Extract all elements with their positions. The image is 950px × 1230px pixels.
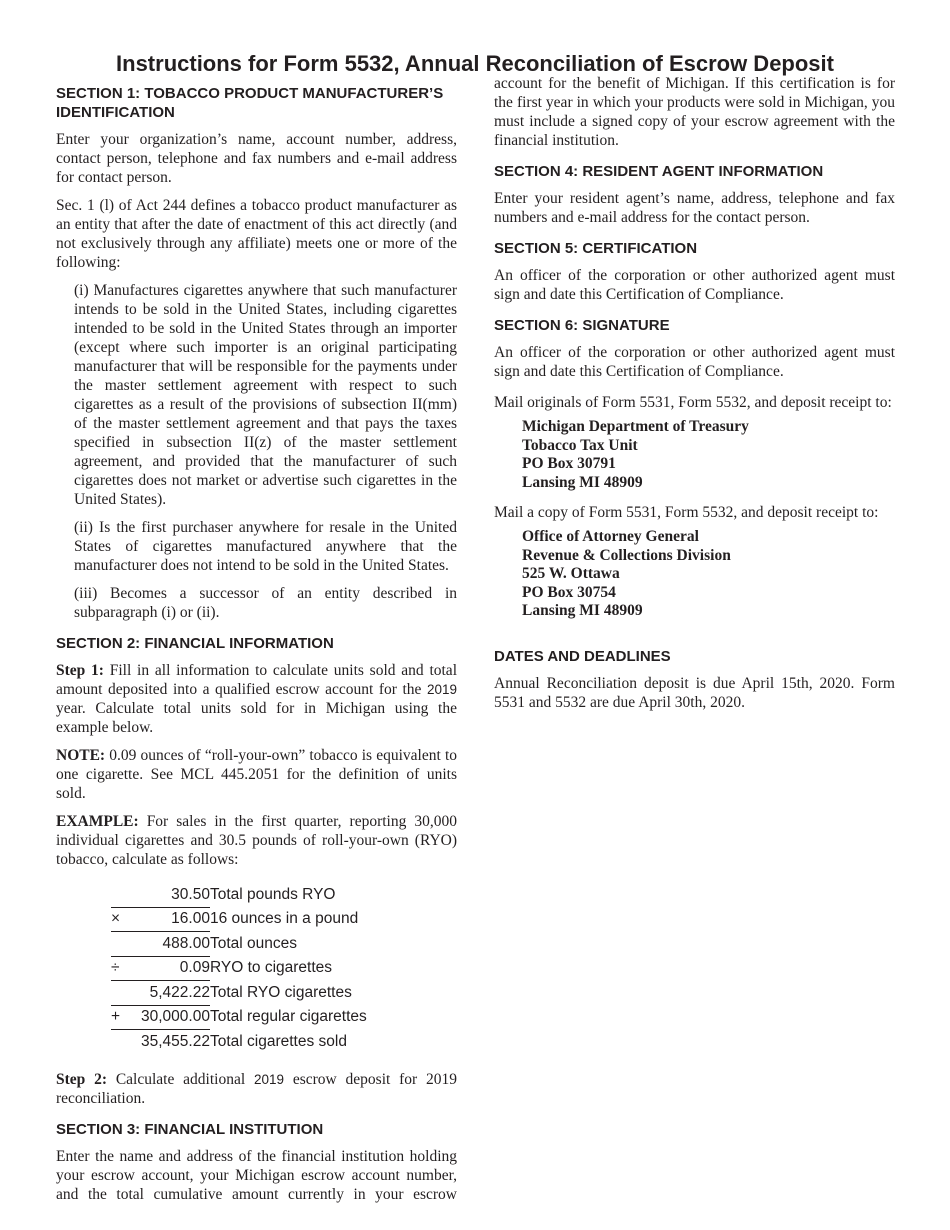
page-title: Instructions for Form 5532, Annual Reconciliation of Escrow Deposit [116, 51, 834, 76]
calc-operator: + [111, 1005, 141, 1030]
address-line: 525 W. Ottawa [522, 565, 620, 582]
calc-value: 16.00 [141, 907, 210, 932]
deadlines-heading: DATES AND DEADLINES [494, 647, 671, 665]
step2-year: 2019 [253, 1071, 285, 1087]
calc-operator [111, 1030, 141, 1054]
calc-operator [111, 883, 141, 907]
calc-value: 30.50 [141, 883, 210, 907]
calc-label: Total regular cigarettes [209, 1008, 367, 1026]
calc-row [111, 907, 367, 932]
right-column [494, 74, 895, 721]
step1-text-a: Fill in all information to calculate units sold and total amount deposited into a qualified escrow account for the [56, 662, 457, 698]
section2-example [56, 812, 457, 869]
section1-heading: SECTION 1: TOBACCO PRODUCT MANUFACTURER’S IDENTIFICATION [56, 85, 444, 121]
address-line: PO Box 30754 [522, 583, 616, 601]
address-line: Revenue & Collections Division [522, 546, 731, 564]
calc-operator: ÷ [111, 956, 141, 981]
step2-text-a: Calculate additional [115, 1070, 246, 1088]
section1-item-2: (ii) Is the first purchaser anywhere for resale in the United States of cigarettes manufactured anywhere that the manufacturer does not intend to be sold in the United States. [74, 519, 457, 574]
calc-row [111, 883, 367, 907]
section1-item-3: (iii) Becomes a successor of an entity described in subparagraph (i) or (ii). [74, 585, 457, 621]
section5-paragraph: An officer of the corporation or other authorized agent must sign and date this Certification of Compliance. [494, 267, 895, 303]
calc-operator: × [111, 907, 141, 932]
calc-value: 35,455.22 [141, 1032, 210, 1050]
calc-label: 16 ounces in a pound [209, 910, 359, 928]
step1-text-b: year. Calculate total units sold for in Michigan using the example below. [56, 700, 457, 736]
example-text: For sales in the first quarter, reporting 30,000 individual cigarettes and 30.5 pounds of roll-your-own (RYO) tobacco, calculate as follows: [56, 813, 457, 868]
calc-row [111, 932, 367, 957]
section1-paragraph-2: Sec. 1 (l) of Act 244 defines a tobacco product manufacturer as an entity that after the date of enactment of this act directly (and not exclusively through any affiliate) meets one or more of the following: [56, 197, 457, 271]
example-label: EXAMPLE: [56, 813, 139, 830]
step1-label: Step 1: [56, 662, 104, 679]
section3-paragraph-a: Enter the name and address of the financial institution holding your escrow account, your Michigan escrow account number, and the total cumulative amount currently in your escrow [56, 1147, 457, 1203]
section6-paragraph: An officer of the corporation or other authorized agent must sign and date this Certification of Compliance. [494, 344, 895, 380]
calc-value: 30,000.00 [141, 1005, 210, 1030]
note-label: NOTE: [56, 747, 106, 764]
treasury-address [522, 418, 895, 492]
note-text: 0.09 ounces of “roll-your-own” tobacco is equivalent to one cigarette. See MCL 445.2051 for the definition of units sold. [56, 747, 458, 802]
step1-year: 2019 [426, 682, 457, 697]
section5-heading: SECTION 5: CERTIFICATION [494, 240, 698, 257]
calc-value: 0.09 [141, 956, 210, 981]
calc-label: Total cigarettes sold [209, 1032, 347, 1050]
mail-copy-intro: Mail a copy of Form 5531, Form 5532, and deposit receipt to: [494, 504, 879, 521]
ryo-calculation-table [111, 883, 367, 1054]
step2-text-b: escrow deposit for 2019 reconciliation. [56, 1070, 458, 1107]
calc-value: 488.00 [141, 932, 210, 957]
left-column [56, 84, 457, 1213]
address-line: PO Box 30791 [522, 455, 616, 472]
calc-label: Total pounds RYO [209, 886, 336, 903]
address-line: Lansing MI 48909 [522, 602, 643, 619]
address-line: Tobacco Tax Unit [522, 436, 638, 454]
mail-originals-intro: Mail originals of Form 5531, Form 5532, and deposit receipt to: [494, 394, 892, 411]
section2-note [56, 746, 457, 803]
section4-heading: SECTION 4: RESIDENT AGENT INFORMATION [494, 163, 824, 180]
address-line: Michigan Department of Treasury [522, 418, 749, 435]
calc-label: RYO to cigarettes [209, 959, 333, 977]
calc-row [111, 956, 367, 981]
deadlines-paragraph: Annual Reconciliation deposit is due April 15th, 2020. Form 5531 and 5532 are due April 30th, 2020. [494, 674, 895, 711]
section4-paragraph: Enter your resident agent’s name, address, telephone and fax numbers and e-mail address for the contact person. [494, 190, 895, 226]
section3-paragraph-b: account for the benefit of Michigan. If this certification is for the first year in which your products were sold in Michigan, you must include a signed copy of your escrow agreement with the financial institution. [494, 75, 895, 149]
attorney-general-address [522, 528, 895, 621]
calc-value: 5,422.22 [141, 981, 210, 1006]
calc-operator [111, 932, 141, 957]
calc-label: Total ounces [209, 934, 297, 952]
calc-row [111, 1005, 367, 1030]
address-line: Office of Attorney General [522, 528, 699, 545]
section1-item-1: (i) Manufactures cigarettes anywhere that such manufacturer intends to be sold in the United States, including cigarettes intended to be sold in the United States through an importer (except where such importer is an original participating manufacturer that will be responsible for the payments under the master settlement agreement with respect to such cigarettes as a result of the provisions of subsection II(mm) of the master settlement agreement and that pays the taxes specified in subsection II(z) of the master settlement agreement, and provided that the manufacturer of such cigarettes does not market or advertise such cigarettes in the United States). [74, 282, 457, 508]
calc-row [111, 981, 367, 1006]
section2-step1 [56, 661, 457, 737]
address-line: Lansing MI 48909 [522, 473, 643, 491]
calc-operator [111, 981, 141, 1006]
step2-label: Step 2: [56, 1070, 108, 1088]
calc-label: Total RYO cigarettes [209, 983, 352, 1001]
calc-row-total [111, 1030, 367, 1054]
section1-paragraph-1: Enter your organization’s name, account number, address, contact person, telephone and fax numbers and e-mail address for contact person. [56, 131, 457, 186]
section2-heading: SECTION 2: FINANCIAL INFORMATION [56, 635, 334, 652]
section2-step2 [56, 1070, 457, 1108]
section6-heading: SECTION 6: SIGNATURE [494, 317, 670, 334]
section3-heading: SECTION 3: FINANCIAL INSTITUTION [56, 1120, 324, 1138]
